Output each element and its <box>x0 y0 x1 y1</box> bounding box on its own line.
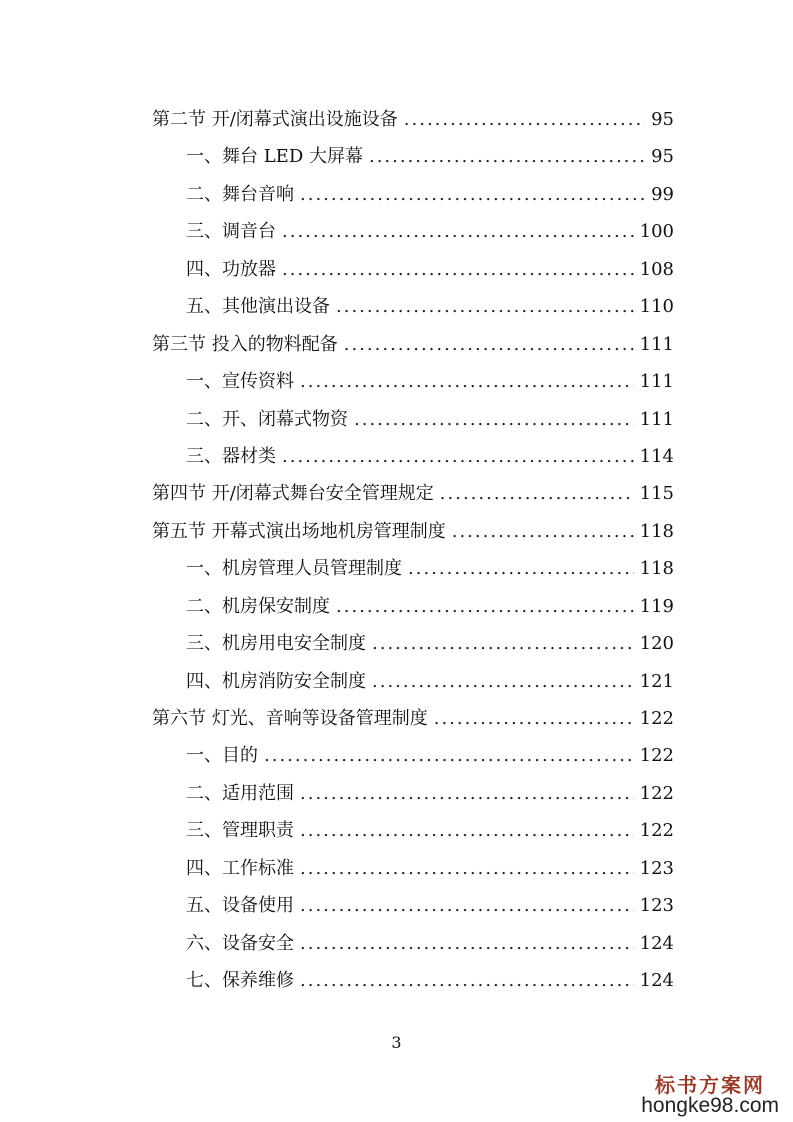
toc-entry <box>152 363 674 400</box>
toc-entry-page: 122 <box>639 708 674 729</box>
toc-leader-dots <box>372 663 634 700</box>
toc-entry-page: 123 <box>639 857 674 879</box>
toc-entry-title: 三、器材类 <box>186 445 276 467</box>
toc-entry-title: 二、机房保安制度 <box>186 595 330 617</box>
toc-leader-dots <box>300 812 634 849</box>
toc-entry-page: 108 <box>639 258 674 280</box>
toc-entry <box>152 812 674 849</box>
toc-leader-dots <box>336 288 634 325</box>
toc-leader-dots <box>372 625 634 662</box>
toc-entry <box>152 850 674 887</box>
toc-leader-dots <box>336 588 634 625</box>
toc-entry-page: 123 <box>639 895 674 917</box>
toc-entry-title: 第三节 投入的物料配备 <box>152 333 338 355</box>
watermark-site-name: 标书方案网 <box>655 1073 765 1097</box>
page-number: 3 <box>391 1033 402 1052</box>
toc-entry-page: 115 <box>639 483 674 505</box>
toc-entry <box>152 326 674 363</box>
toc-entry-title: 四、机房消防安全制度 <box>186 670 366 692</box>
toc-entry <box>152 513 674 550</box>
toc-entry-page: 118 <box>639 558 674 580</box>
toc-leader-dots <box>369 138 645 175</box>
toc-entry <box>152 401 674 438</box>
toc-entry <box>152 700 674 737</box>
toc-entry <box>152 588 674 625</box>
toc-entry <box>152 550 674 587</box>
toc-entry-title: 三、机房用电安全制度 <box>186 633 366 655</box>
toc-leader-dots <box>434 700 634 737</box>
toc-entry-page: 95 <box>651 109 674 130</box>
toc-entry-page: 119 <box>639 595 674 617</box>
toc-entry-title: 四、工作标准 <box>186 857 294 879</box>
toc-leader-dots <box>452 513 634 550</box>
toc-entry <box>152 625 674 662</box>
toc-entry-title: 二、适用范围 <box>186 782 294 804</box>
toc-entry <box>152 925 674 962</box>
toc-leader-dots <box>300 176 645 213</box>
toc-entry-page: 100 <box>639 221 674 243</box>
toc-entry-title: 第四节 开/闭幕式舞台安全管理规定 <box>152 483 434 505</box>
toc-entry-page: 111 <box>639 408 674 430</box>
toc-entry-page: 120 <box>639 633 674 655</box>
toc-entry-page: 99 <box>651 183 674 205</box>
watermark-url: hongke98.com <box>641 1094 779 1117</box>
toc-entry <box>152 663 674 700</box>
toc-entry-title: 二、开、闭幕式物资 <box>186 408 348 430</box>
toc-leader-dots <box>282 438 634 475</box>
toc-entry-title: 一、舞台 LED 大屏幕 <box>186 146 363 168</box>
toc-entry <box>152 887 674 924</box>
toc-entry-title: 第二节 开/闭幕式演出设施设备 <box>152 109 398 130</box>
toc-leader-dots <box>354 401 634 438</box>
toc-entry-title: 五、设备使用 <box>186 895 294 917</box>
toc-entry-page: 122 <box>639 820 674 842</box>
toc-entry-page: 121 <box>639 670 674 692</box>
toc-entry <box>152 288 674 325</box>
toc-entry-page: 114 <box>639 445 674 467</box>
toc-leader-dots <box>404 101 645 138</box>
toc-leader-dots <box>300 962 634 999</box>
toc-leader-dots <box>300 887 634 924</box>
toc-leader-dots <box>264 737 634 774</box>
toc-entry <box>152 962 674 999</box>
toc-entry <box>152 475 674 512</box>
toc-entry-title: 六、设备安全 <box>186 932 294 954</box>
toc-entry-title: 七、保养维修 <box>186 970 294 992</box>
toc-leader-dots <box>300 775 634 812</box>
toc-entry <box>152 251 674 288</box>
toc-entry-title: 三、调音台 <box>186 221 276 243</box>
toc-entry <box>152 737 674 774</box>
table-of-contents <box>152 101 674 1000</box>
toc-entry-title: 二、舞台音响 <box>186 183 294 205</box>
toc-entry-title: 第五节 开幕式演出场地机房管理制度 <box>152 520 446 542</box>
toc-leader-dots <box>300 925 634 962</box>
toc-entry-page: 122 <box>639 745 674 767</box>
toc-entry <box>152 775 674 812</box>
toc-entry-title: 一、目的 <box>186 745 258 767</box>
toc-entry-title: 三、管理职责 <box>186 820 294 842</box>
toc-entry-title: 第六节 灯光、音响等设备管理制度 <box>152 708 428 729</box>
toc-entry-page: 95 <box>651 146 674 168</box>
toc-entry <box>152 101 674 138</box>
toc-entry-page: 111 <box>639 333 674 355</box>
toc-entry-title: 一、宣传资料 <box>186 371 294 393</box>
toc-entry-title: 五、其他演出设备 <box>186 296 330 318</box>
toc-entry-page: 124 <box>639 970 674 992</box>
toc-leader-dots <box>282 213 634 250</box>
toc-entry <box>152 438 674 475</box>
toc-entry <box>152 138 674 175</box>
toc-entry-page: 122 <box>639 782 674 804</box>
toc-leader-dots <box>300 363 634 400</box>
toc-entry-page: 110 <box>639 296 674 318</box>
toc-entry-page: 111 <box>639 371 674 393</box>
toc-entry-title: 四、功放器 <box>186 258 276 280</box>
toc-leader-dots <box>344 326 634 363</box>
toc-leader-dots <box>440 475 634 512</box>
toc-entry <box>152 176 674 213</box>
toc-entry <box>152 213 674 250</box>
toc-leader-dots <box>282 251 634 288</box>
toc-entry-title: 一、机房管理人员管理制度 <box>186 558 402 580</box>
toc-entry-page: 124 <box>639 932 674 954</box>
toc-leader-dots <box>300 850 634 887</box>
toc-leader-dots <box>408 550 634 587</box>
toc-entry-page: 118 <box>639 520 674 542</box>
